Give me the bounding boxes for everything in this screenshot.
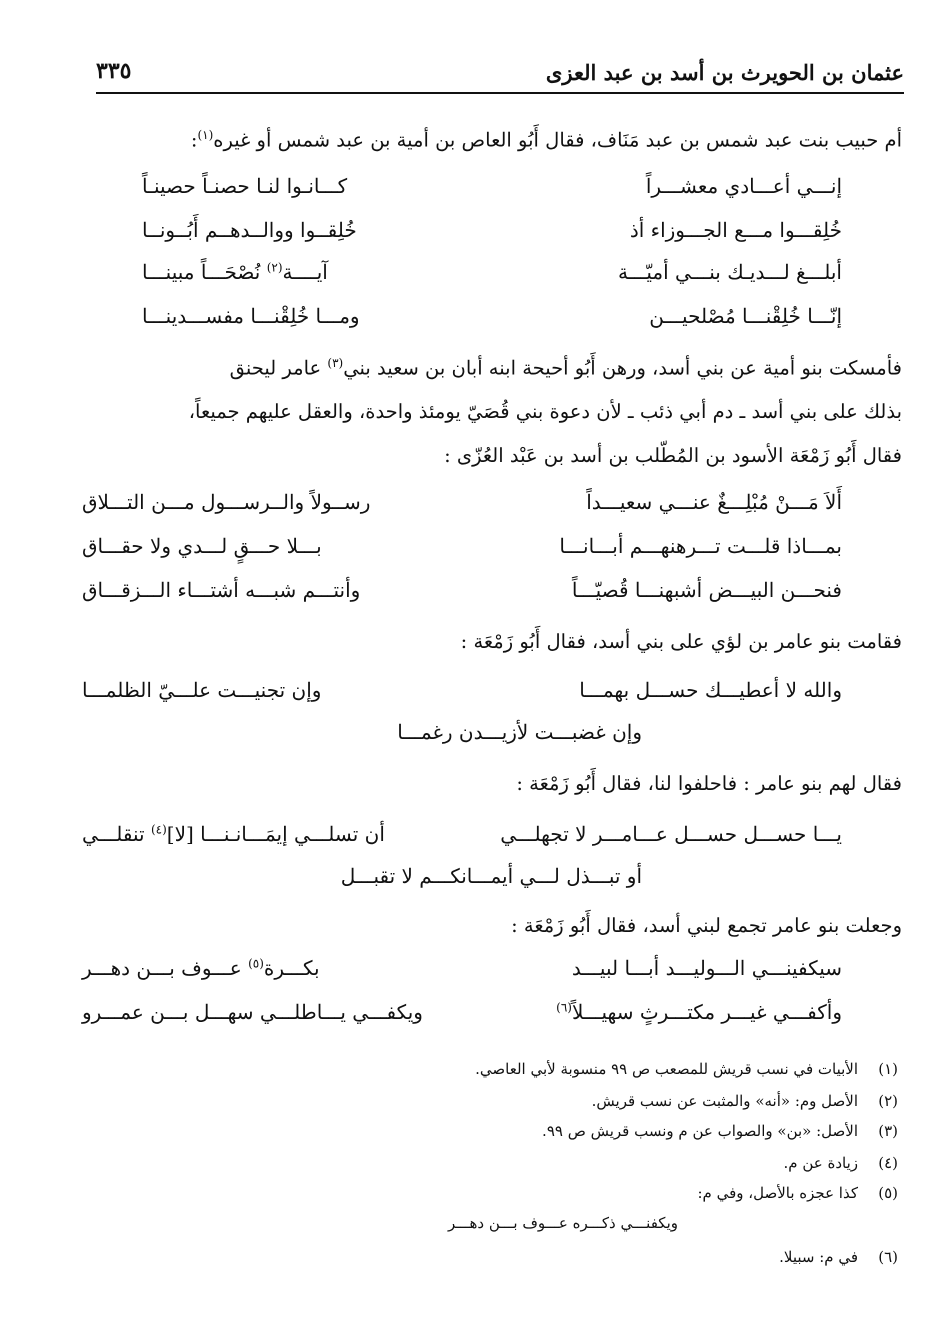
paragraph-line: وجعلت بنو عامر تجمع لبني أسد، فقال أَبُو زَمْعَة : xyxy=(511,914,902,937)
running-header xyxy=(96,50,904,94)
footnote: (٢)الأصل وم: «أنه» والمثبت عن نسب قريش. xyxy=(591,1092,898,1110)
footnote-ref: (٦) xyxy=(556,1000,572,1015)
footnote-ref: (٢) xyxy=(266,260,283,275)
verse-line xyxy=(142,174,842,214)
verse-hemistich: وأنتـــم شبـــه أشتـــاء الـــزقـــاق xyxy=(82,578,361,602)
verse-hemistich: رســولاً والــرســـول مـــن التـــلاق xyxy=(82,490,371,514)
footnote: (٤)زيادة عن م. xyxy=(783,1154,898,1172)
verse-hemistich: أو تبـــذل لـــي أيمـــانكـــم لا تقبـــل xyxy=(340,864,642,888)
verse-line xyxy=(82,578,842,618)
footnote: (٦)في م: سبيلا. xyxy=(779,1248,898,1266)
verse-hemistich: أن تسلـــي إيمَـــانـنـــا [لا]$^{(٤)}$ تنقلـــي xyxy=(82,822,385,846)
verse-line xyxy=(82,956,842,996)
paragraph-line: بذلك على بني أسد ـ دم أبي ذئب ـ لأن دعوة بني قُصَيّ يومئذ واحدة، والعقل عليهم جميعاً، xyxy=(188,400,902,423)
paragraph-intro: أم حبيب بنت عبد شمس بن عبد مَنَاف، فقال أَبُو العاص بن أمية بن عبد شمس أو غيره$^{(١)}$: xyxy=(190,128,902,152)
verse-hemistich: أبلـــغ لـــديـك بنـــي أميّـــة xyxy=(618,260,842,284)
verse-hemistich: وإن تجنيـــت علـــيّ الظلمـــا xyxy=(82,678,322,702)
verse-hemistich: وإن غضبـــت لأزيـــدن رغمـــا xyxy=(397,720,642,744)
verse-hemistich: بمـــاذا قلـــت تـــرهنهـــم أبـــانـــا xyxy=(559,534,842,558)
page-number: ٣٣٥ xyxy=(96,58,132,84)
verse-line xyxy=(142,304,842,344)
footnote-ref: (٥) xyxy=(248,956,264,971)
footnote-ref: (١) xyxy=(197,128,214,142)
footnote-ref: (٣) xyxy=(327,356,344,370)
verse-hemistich: ويكفـــي يـــاطلـــي سهـــل بـــن عمـــرو xyxy=(82,1000,423,1024)
verse-line xyxy=(82,490,842,530)
header-rule xyxy=(96,92,904,94)
verse-hemistich: أَلاَ مَـــنْ مُبْلِـــغٌ عنـــي سعيـــداً xyxy=(586,490,842,514)
verse-hemistich: خُلِقـــوا مـــع الجـــوزاء أذ xyxy=(629,218,842,242)
verse-hemistich: بكـــرة$^{(٥)}$ عـــوف بـــن دهـــر xyxy=(82,956,320,980)
footnote-ref: (٤) xyxy=(150,822,167,837)
verse-hemistich: وأكفـــي غيـــر مكتـــرثٍ سهيـــلاً$^{(٦)}$ xyxy=(556,1000,842,1024)
verse-line xyxy=(82,534,842,574)
verse-line xyxy=(142,260,842,300)
paragraph-line: فقال لهم بنو عامر : فاحلفوا لنا، فقال أَبُو زَمْعَة : xyxy=(516,772,902,795)
verse-hemistich: كـــانـوا لنـا حصنـاً حصينـاً xyxy=(142,174,348,198)
verse-line xyxy=(142,218,842,258)
verse-line xyxy=(82,720,842,760)
footnote-verse: ويكفنـــي ذكـــره عـــوف بـــن دهـــر xyxy=(448,1214,678,1232)
paragraph-line: فأمسكت بنو أمية عن بني أسد، ورهن أَبُو أحيحة ابنه أبان بن سعيد بني$^{(٣)}$ عامر ليحنق xyxy=(229,356,902,380)
verse-line xyxy=(82,678,842,718)
footnote: (١)الأبيات في نسب قريش للمصعب ص ٩٩ منسوبة لأبي العاصي. xyxy=(475,1060,898,1078)
verse-hemistich: آيــــة$^{(٢)}$ نُصْحَـــاً مبينـــا xyxy=(142,260,328,284)
verse-hemistich: فنحـــن البيـــض أشبهنـــا قُصيّـــاً xyxy=(571,578,842,602)
verse-hemistich: ومـــا خُلِقْنـــا مفســـدينـــا xyxy=(142,304,360,328)
verse-hemistich: سيكفينـــي الـــوليـــد أبـــا لبيـــد xyxy=(571,956,842,980)
verse-hemistich: والله لا أعطيـــك حســـل بهمـــا xyxy=(579,678,842,702)
verse-line xyxy=(82,1000,842,1040)
verse-hemistich: يـــا حســـل حســـل عـــامـــر لا تجهلـــي xyxy=(500,822,842,846)
footnote: (٣)الأصل: «بن» والصواب عن م ونسب قريش ص ٩٩. xyxy=(542,1122,898,1140)
verse-hemistich: إنّـــا خُلِقْنـــا مُصْلحيـــن xyxy=(649,304,842,328)
verse-hemistich: إنـــي أعـــادي معشـــراً xyxy=(645,174,842,198)
footnote: (٥)كذا عجزه بالأصل، وفي م: xyxy=(697,1184,898,1202)
running-title: عثمان بن الحويرث بن أسد بن عبد العزى xyxy=(545,60,904,85)
verse-hemistich: بـــلا حـــقٍ لـــدي ولا حقـــاق xyxy=(82,534,322,558)
verse-hemistich: خُلِقــوا ووالــدهــم أَبُــونــا xyxy=(142,218,357,242)
verse-line xyxy=(82,822,842,862)
verse-line xyxy=(82,864,842,904)
paragraph-line: فقال أَبُو زَمْعَة الأسود بن المُطّلب بن أسد بن عَبْد العُزّى : xyxy=(444,444,902,467)
paragraph-line: فقامت بنو عامر بن لؤي على بني أسد، فقال أَبُو زَمْعَة : xyxy=(460,630,902,653)
